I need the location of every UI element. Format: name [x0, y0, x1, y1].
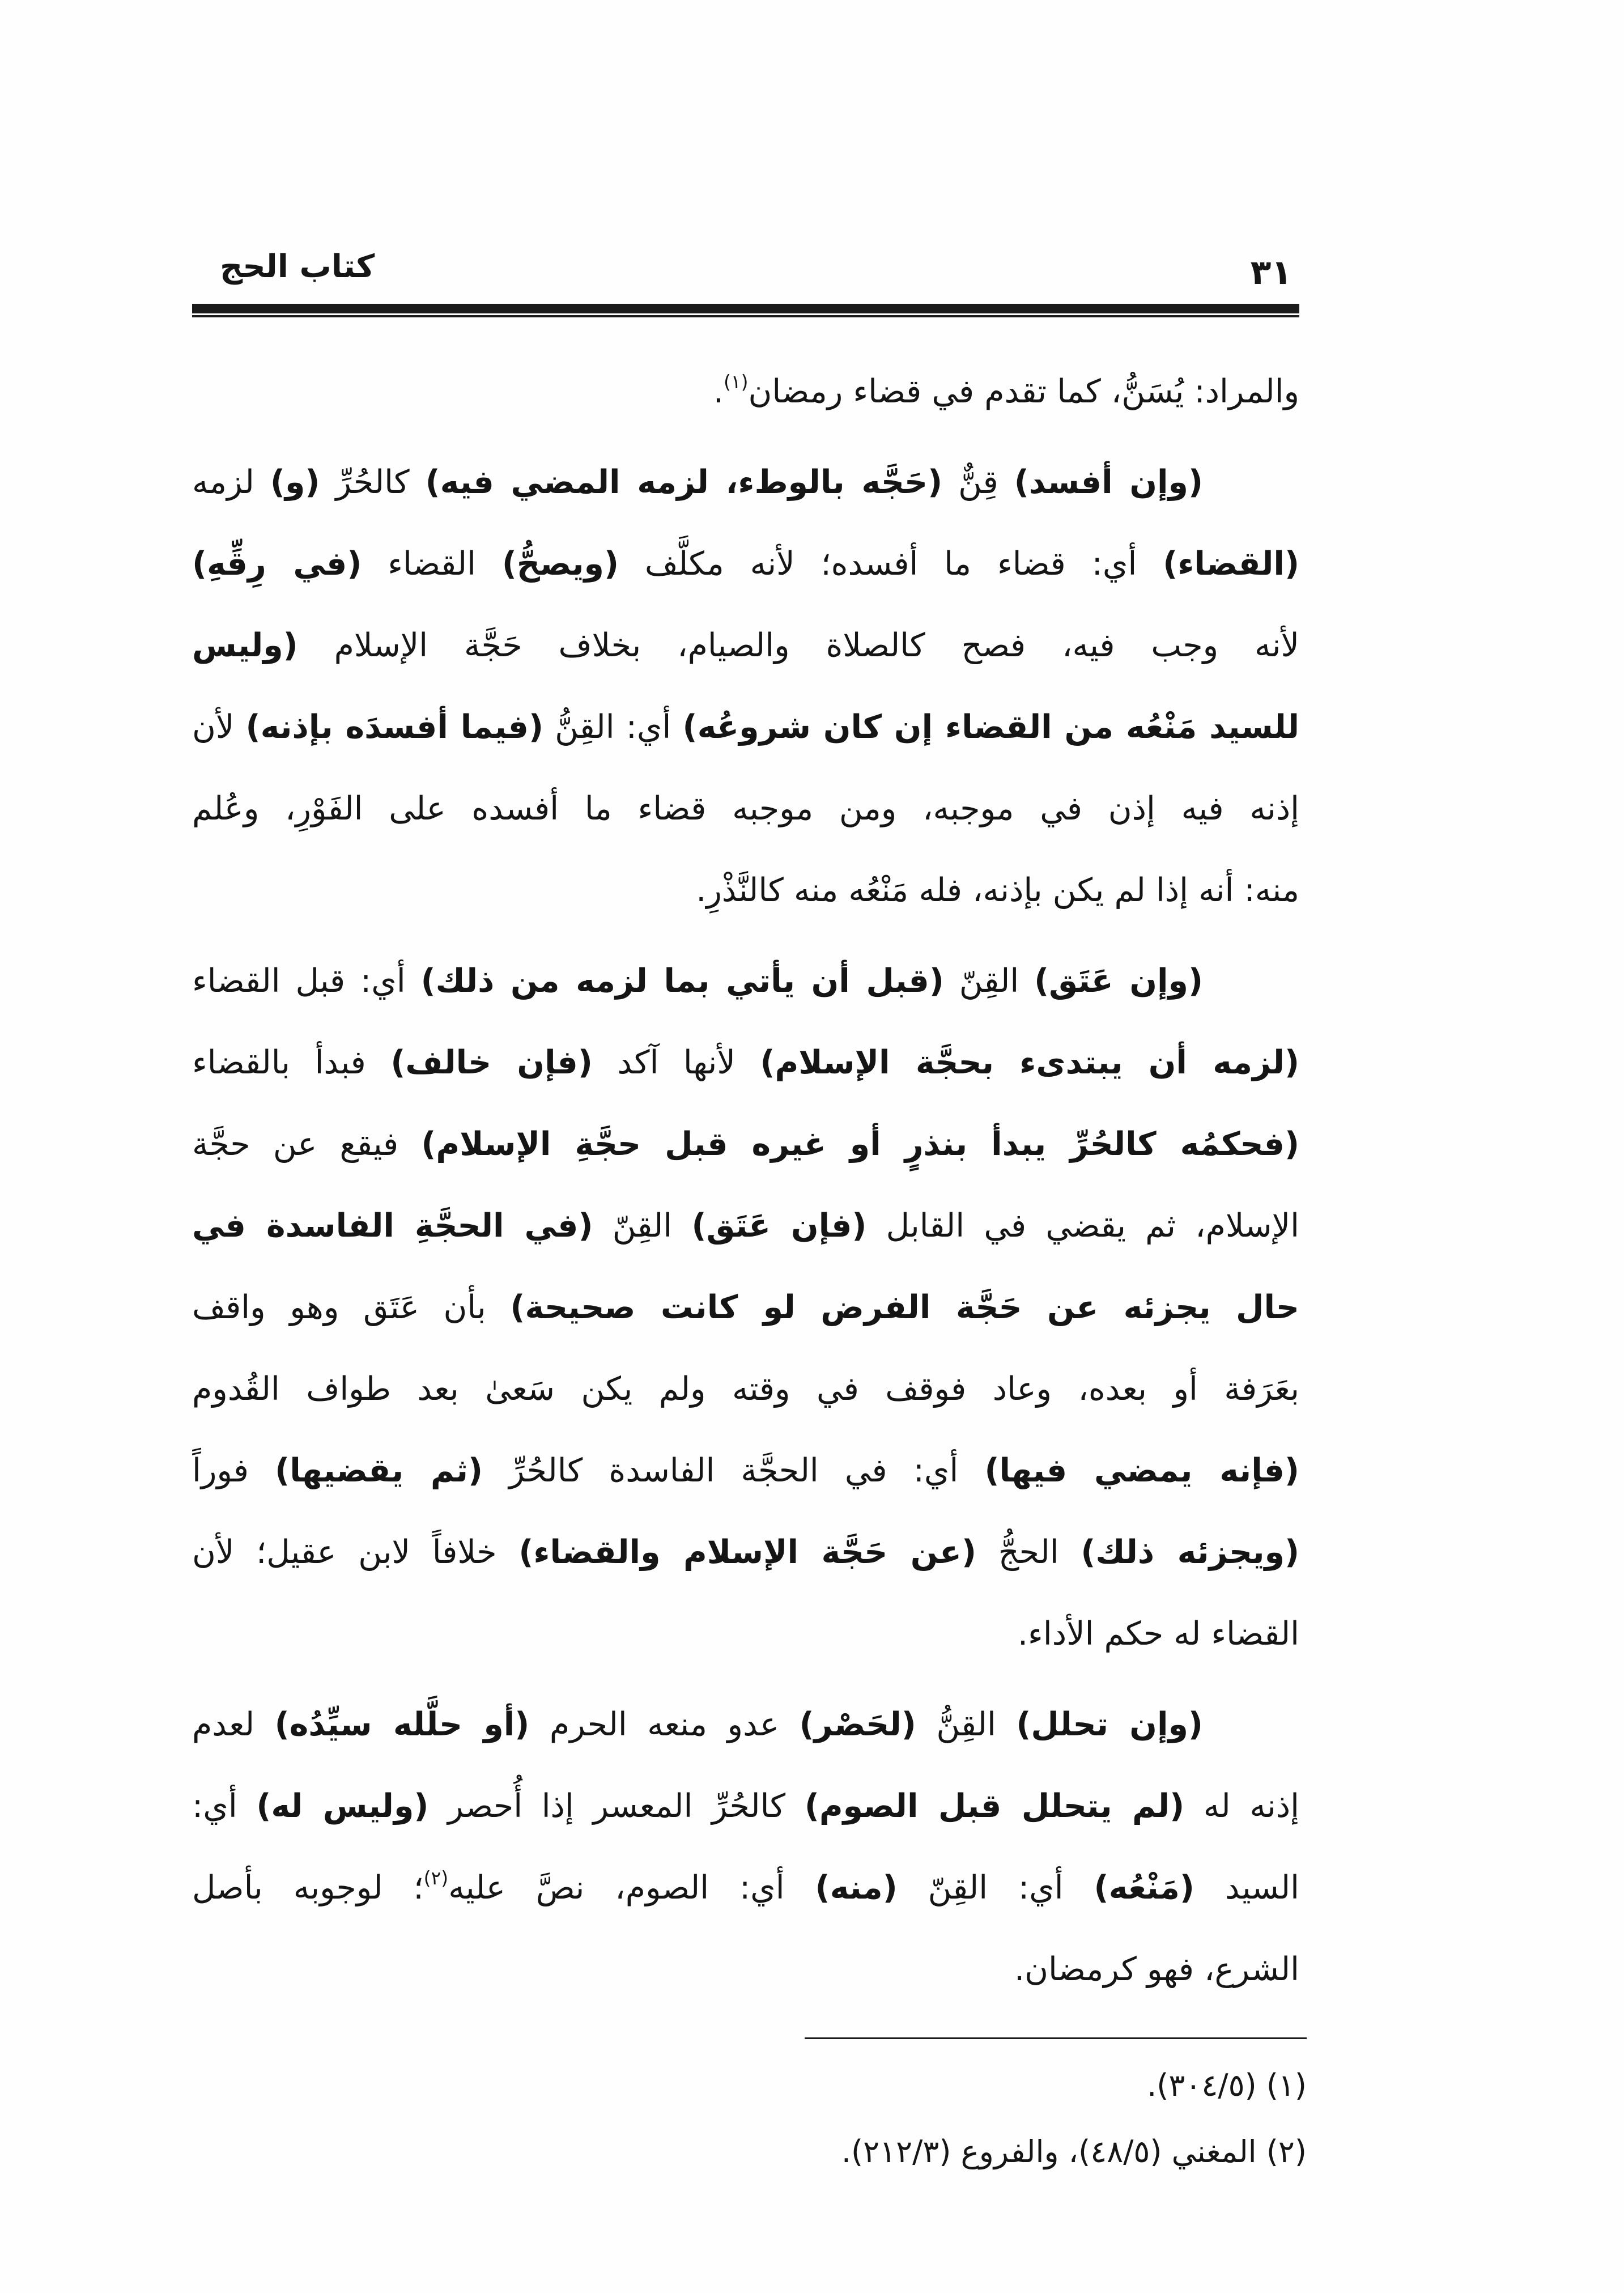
paragraph: [192, 441, 1299, 931]
text-line: [192, 1929, 1299, 2010]
text-run: السيد: [1194, 1869, 1299, 1906]
text-run: فوراً: [192, 1452, 275, 1489]
bold-text-run: (منه): [815, 1869, 898, 1906]
page-number: ٣١: [1250, 253, 1292, 292]
text-run: قِنٌّ: [942, 464, 1014, 501]
text-run: فيقع عن حجَّة: [192, 1126, 422, 1163]
text-run: الشرع، فهو كرمضان.: [1014, 1951, 1299, 1988]
bold-text-run: (وإن عَتَق): [1034, 962, 1204, 1000]
footnote-separator: [805, 2037, 1307, 2039]
text-line: [192, 1684, 1299, 1765]
text-run: القضاء له حكم الأداء.: [1017, 1615, 1299, 1653]
text-run: عدو منعه الحرم: [529, 1706, 800, 1743]
text-run: لعدم: [192, 1706, 275, 1743]
text-run: أي: قبل القضاء: [192, 962, 421, 1000]
text-line: [192, 1185, 1299, 1267]
text-run: كالحُرِّ: [320, 464, 426, 501]
paragraph: [192, 940, 1299, 1675]
text-run: القِنّ: [943, 962, 1035, 1000]
text-line: [192, 441, 1299, 523]
bold-text-run: (فإن عَتَق): [691, 1207, 867, 1245]
text-line: [192, 351, 1299, 432]
text-run: أي: القِنّ: [897, 1869, 1094, 1906]
bold-text-run: (وإن أفسد): [1014, 464, 1204, 501]
bold-text-run: (فيما أفسدَه بإذنه): [245, 708, 544, 746]
text-run: ؛ لوجوبه بأصل: [192, 1869, 424, 1906]
header-rule-thin: [192, 315, 1299, 317]
paragraph: [192, 351, 1299, 432]
text-line: [192, 1765, 1299, 1847]
text-run: والمراد: يُسَنُّ، كما تقدم في قضاء رمضان: [748, 373, 1299, 410]
text-line: [192, 686, 1299, 768]
bold-text-run: (وليس له): [256, 1787, 429, 1825]
text-run: لزمه: [192, 464, 270, 501]
paragraph: [192, 1684, 1299, 2010]
text-run: لأن: [192, 708, 246, 746]
bold-text-run: (ثم يقضيها): [275, 1452, 483, 1489]
bold-text-run: (وإن تحلل): [1016, 1706, 1203, 1743]
bold-text-run: (ويصحُّ): [501, 545, 619, 583]
text-run: .: [713, 373, 724, 410]
text-run: فبدأ بالقضاء: [192, 1044, 391, 1081]
bold-text-run: (وليس: [192, 627, 298, 664]
text-run: خلافاً لابن عقيل؛ لأن: [192, 1534, 519, 1571]
text-run: بعَرَفة أو بعده، وعاد فوقف في وقته ولم يكن سَعىٰ بعد طواف القُدوم: [192, 1370, 1299, 1408]
bold-text-run: (حَجَّه بالوطء، لزمه المضي فيه): [425, 464, 943, 501]
bold-text-run: (و): [270, 464, 320, 501]
text-run: القِنُّ: [916, 1706, 1017, 1743]
text-line: [192, 1103, 1299, 1185]
bold-text-run: (في الحجَّةِ الفاسدة في: [192, 1207, 593, 1245]
footnote: (١) (٣٠٤/٥).: [1147, 2067, 1307, 2103]
text-run: لأنه وجب فيه، فصح كالصلاة والصيام، بخلاف حَجَّة الإسلام: [297, 627, 1299, 664]
text-line: [192, 1511, 1299, 1593]
footnote: (٢) المغني (٤٨/٥)، والفروع (٢١٢/٣).: [841, 2134, 1307, 2169]
header-rule: [192, 304, 1299, 313]
text-run: إذنه فيه إذن في موجبه، ومن موجبه قضاء ما أفسده على الفَوْرِ، وعُلم: [192, 790, 1299, 827]
bold-text-run: (لم يتحلل قبل الصوم): [804, 1787, 1185, 1825]
text-run: منه: أنه إذا لم يكن بإذنه، فله مَنْعُه منه كالنَّذْرِ.: [696, 872, 1299, 909]
running-title: كتاب الحج: [220, 248, 375, 285]
text-line: [192, 1430, 1299, 1511]
bold-text-run: (فإنه يمضي فيها): [984, 1452, 1299, 1489]
text-run: أي: القِنُّ: [543, 708, 683, 746]
bold-text-run: للسيد مَنْعُه من القضاء إن كان شروعُه): [682, 708, 1299, 746]
text-line: [192, 768, 1299, 850]
bold-text-run: حال يجزئه عن حَجَّة الفرض لو كانت صحيحة): [510, 1289, 1299, 1326]
footnotes: [192, 2052, 1307, 2185]
bold-text-run: (لحَصْر): [799, 1706, 916, 1743]
text-run: الإسلام، ثم يقضي في القابل: [866, 1207, 1299, 1245]
text-line: [192, 1267, 1299, 1348]
text-line: [192, 523, 1299, 605]
text-line: [192, 1593, 1299, 1675]
text-run: لأنها آكد: [592, 1044, 760, 1081]
text-run: إذنه له: [1184, 1787, 1299, 1825]
footnote-marker: (١): [723, 371, 749, 393]
text-run: أي: الصوم، نصَّ عليه: [448, 1869, 815, 1906]
body-text: [192, 351, 1299, 2010]
text-run: القضاء: [362, 545, 502, 583]
text-line: [192, 1022, 1299, 1103]
bold-text-run: (قبل أن يأتي بما لزمه من ذلك): [420, 962, 944, 1000]
text-run: القِنّ: [593, 1207, 692, 1245]
bold-text-run: (القضاء): [1163, 545, 1299, 583]
text-line: [192, 1847, 1299, 1929]
text-run: أي: قضاء ما أفسده؛ لأنه مكلَّف: [619, 545, 1163, 583]
text-run: بأن عَتَق وهو واقف: [192, 1289, 511, 1326]
bold-text-run: (ويجزئه ذلك): [1081, 1534, 1299, 1571]
text-line: [192, 940, 1299, 1022]
footnote-marker: (٢): [423, 1867, 449, 1889]
text-line: [192, 850, 1299, 931]
bold-text-run: (لزمه أن يبتدىء بحجَّة الإسلام): [760, 1044, 1299, 1081]
bold-text-run: (فحكمُه كالحُرِّ يبدأ بنذرٍ أو غيره قبل حجَّةِ الإسلام): [421, 1126, 1299, 1163]
bold-text-run: (عن حَجَّة الإسلام والقضاء): [518, 1534, 977, 1571]
text-run: أي: في الحجَّة الفاسدة كالحُرِّ: [483, 1452, 985, 1489]
text-run: الحجُّ: [976, 1534, 1081, 1571]
text-run: أي:: [192, 1787, 257, 1825]
text-line: [192, 1348, 1299, 1430]
text-line: [192, 605, 1299, 686]
bold-text-run: (فإن خالف): [390, 1044, 593, 1081]
bold-text-run: (أو حلَّله سيِّدُه): [274, 1706, 530, 1743]
bold-text-run: (مَنْعُه): [1094, 1869, 1194, 1906]
text-run: كالحُرِّ المعسر إذا أُحصر: [428, 1787, 805, 1825]
bold-text-run: (في رِقِّهِ): [192, 545, 362, 583]
